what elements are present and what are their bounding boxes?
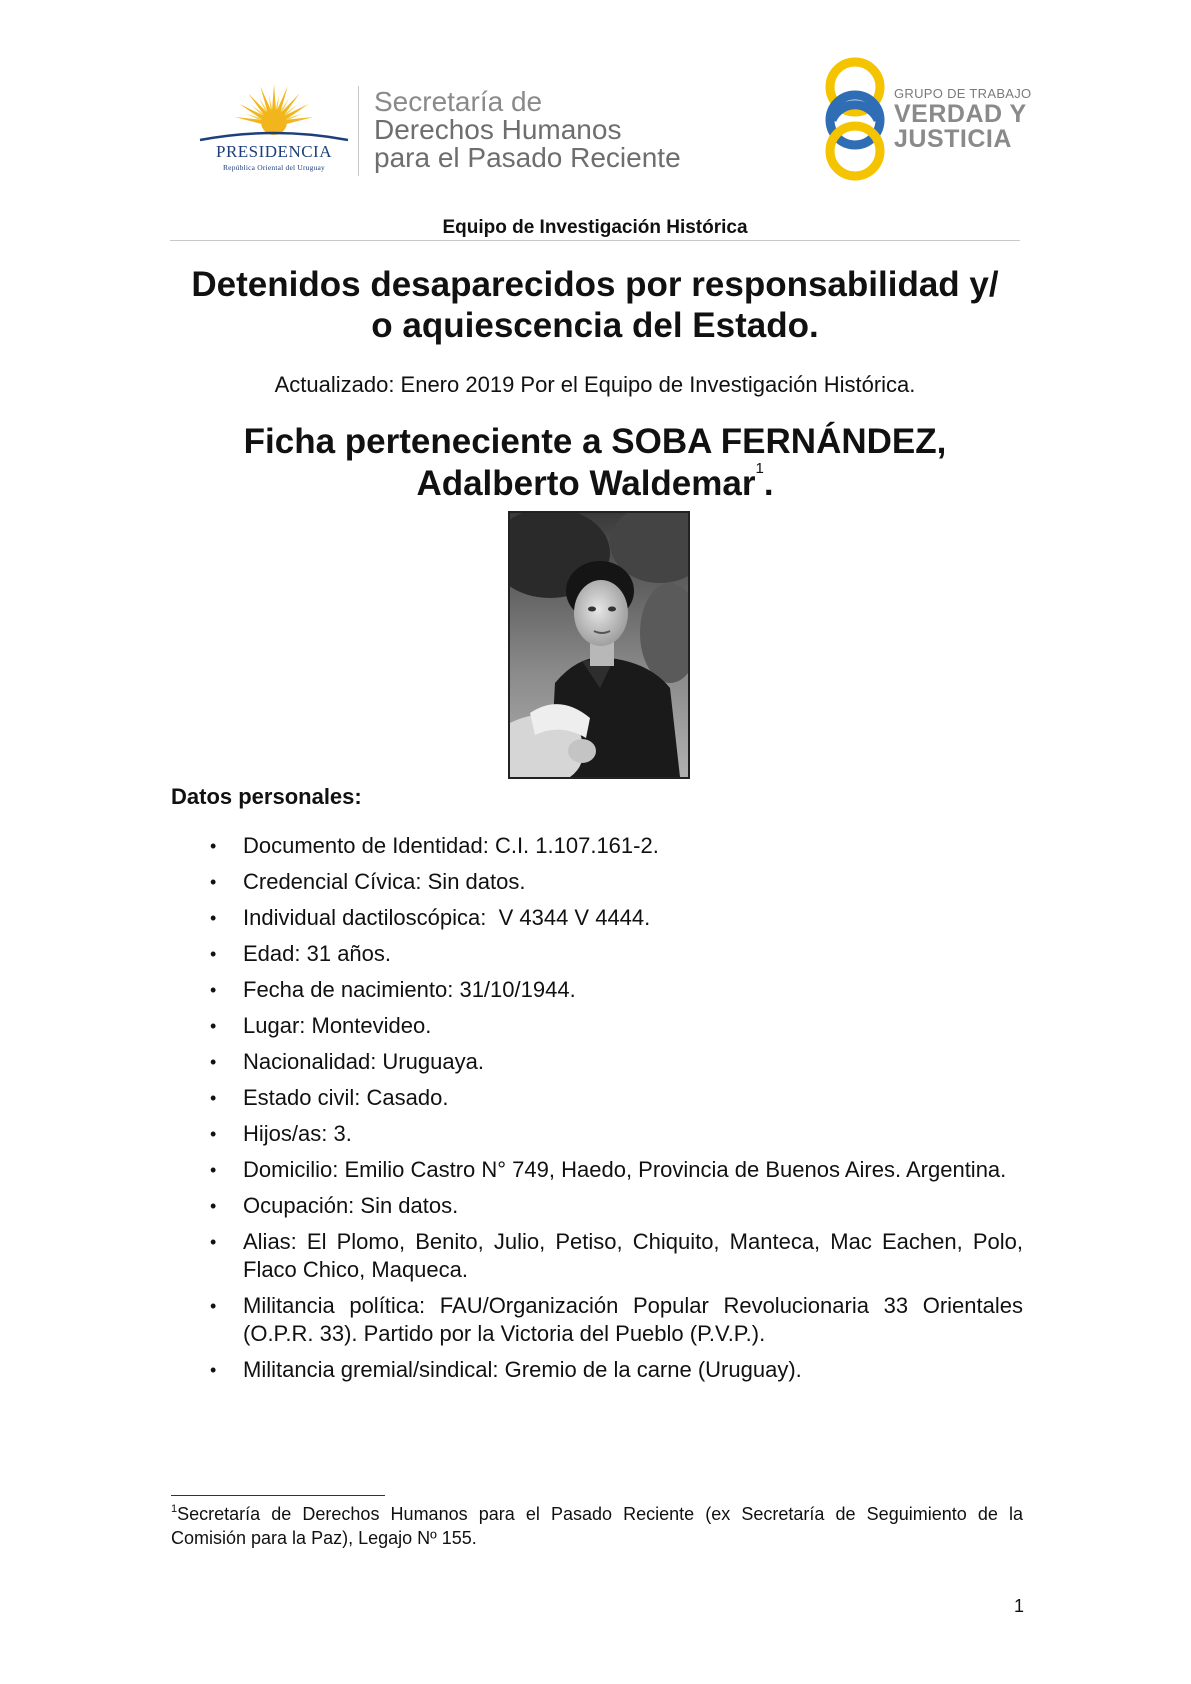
gtvj-line-2: JUSTICIA [894, 125, 1012, 153]
secretaria-line-1: Secretaría de [374, 86, 543, 117]
secretaria-line-3: para el Pasado Reciente [374, 142, 681, 173]
gtvj-small-label: GRUPO DE TRABAJO [894, 86, 1032, 101]
bullet-icon: • [210, 1232, 217, 1252]
secretaria-logo [374, 88, 681, 172]
list-item: • Edad: 31 años. [210, 941, 392, 966]
secretaria-line-2: Derechos Humanos [374, 114, 622, 145]
document-title [150, 264, 1040, 346]
list-item: • Lugar: Montevideo. [210, 1013, 432, 1038]
document-title-line-1: Detenidos desaparecidos por responsabilidad y/ [191, 265, 999, 304]
datos-list [170, 832, 1023, 1392]
bullet-icon: • [210, 1360, 217, 1380]
ficha-title [150, 421, 1040, 505]
presidencia-title: PRESIDENCIA [215, 142, 332, 161]
linked-rings-icon [818, 56, 892, 182]
list-item: • Militancia política: FAU/Organización Popular Revolucionaria 33 Orientales (O.P.R. 33). Partido por la Victoria del Pueblo (P.V.P.). [210, 1293, 1023, 1346]
footnote-ref[interactable]: 1 [755, 460, 764, 477]
footnote [171, 1502, 1023, 1550]
section-label: Equipo de Investigación Histórica [442, 217, 748, 238]
ficha-title-line-1: Ficha perteneciente a SOBA FERNÁNDEZ, [243, 422, 947, 461]
verdad-justicia-logo [818, 56, 1038, 182]
updated-note: Actualizado: Enero 2019 Por el Equipo de Investigación Histórica. [274, 372, 916, 397]
portrait-photo [508, 511, 690, 779]
footnote-number: 1 [171, 1503, 178, 1515]
list-item: • Domicilio: Emilio Castro N° 749, Haedo, Provincia de Buenos Aires. Argentina. [210, 1157, 1007, 1182]
footnote-text: Secretaría de Derechos Humanos para el Pasado Reciente (ex Secretaría de Seguimiento de la Comisión para la Paz), Legajo Nº 155. [171, 1504, 1023, 1548]
portrait-image [510, 513, 688, 777]
footnote-rule [171, 1495, 385, 1496]
list-item: • Nacionalidad: Uruguaya. [210, 1049, 484, 1074]
bullet-icon: • [210, 1016, 217, 1036]
bullet-icon: • [210, 1160, 217, 1180]
list-item: • Credencial Cívica: Sin datos. [210, 869, 526, 894]
sun-icon [196, 80, 352, 144]
list-item: • Estado civil: Casado. [210, 1085, 449, 1110]
list-item: • Militancia gremial/sindical: Gremio de la carne (Uruguay). [210, 1357, 802, 1382]
gtvj-line-1: VERDAD Y [894, 100, 1027, 128]
presidencia-logo [196, 80, 352, 180]
person-name: Adalberto Waldemar [416, 464, 756, 503]
bullet-icon: • [210, 1196, 217, 1216]
bullet-icon: • [210, 872, 217, 892]
datos-heading: Datos personales: [171, 784, 362, 809]
document-title-line-2: o aquiescencia del Estado. [371, 306, 819, 345]
page-number: 1 [1013, 1596, 1024, 1616]
ficha-title-period: . [763, 464, 774, 503]
list-item: • Fecha de nacimiento: 31/10/1944. [210, 977, 576, 1002]
presidencia-subtitle: República Oriental del Uruguay [222, 163, 325, 172]
list-item: • Individual dactiloscópica: V 4344 V 4444. [210, 905, 651, 930]
list-item: • Documento de Identidad: C.I. 1.107.161-2. [210, 833, 659, 858]
bullet-icon: • [210, 944, 217, 964]
ficha-title-line-2 [150, 460, 1040, 505]
list-item: • Ocupación: Sin datos. [210, 1193, 459, 1218]
bullet-icon: • [210, 1088, 217, 1108]
list-item: • Hijos/as: 3. [210, 1121, 352, 1146]
bullet-icon: • [210, 908, 217, 928]
bullet-icon: • [210, 1296, 217, 1316]
header-divider [358, 86, 359, 176]
list-item: • Alias: El Plomo, Benito, Julio, Petiso, Chiquito, Manteca, Mac Eachen, Polo, Flaco Chico, Maqueca. [210, 1229, 1023, 1282]
bullet-icon: • [210, 1052, 217, 1072]
bullet-icon: • [210, 980, 217, 1000]
bullet-icon: • [210, 1124, 217, 1144]
section-rule [170, 240, 1020, 241]
bullet-icon: • [210, 836, 217, 856]
